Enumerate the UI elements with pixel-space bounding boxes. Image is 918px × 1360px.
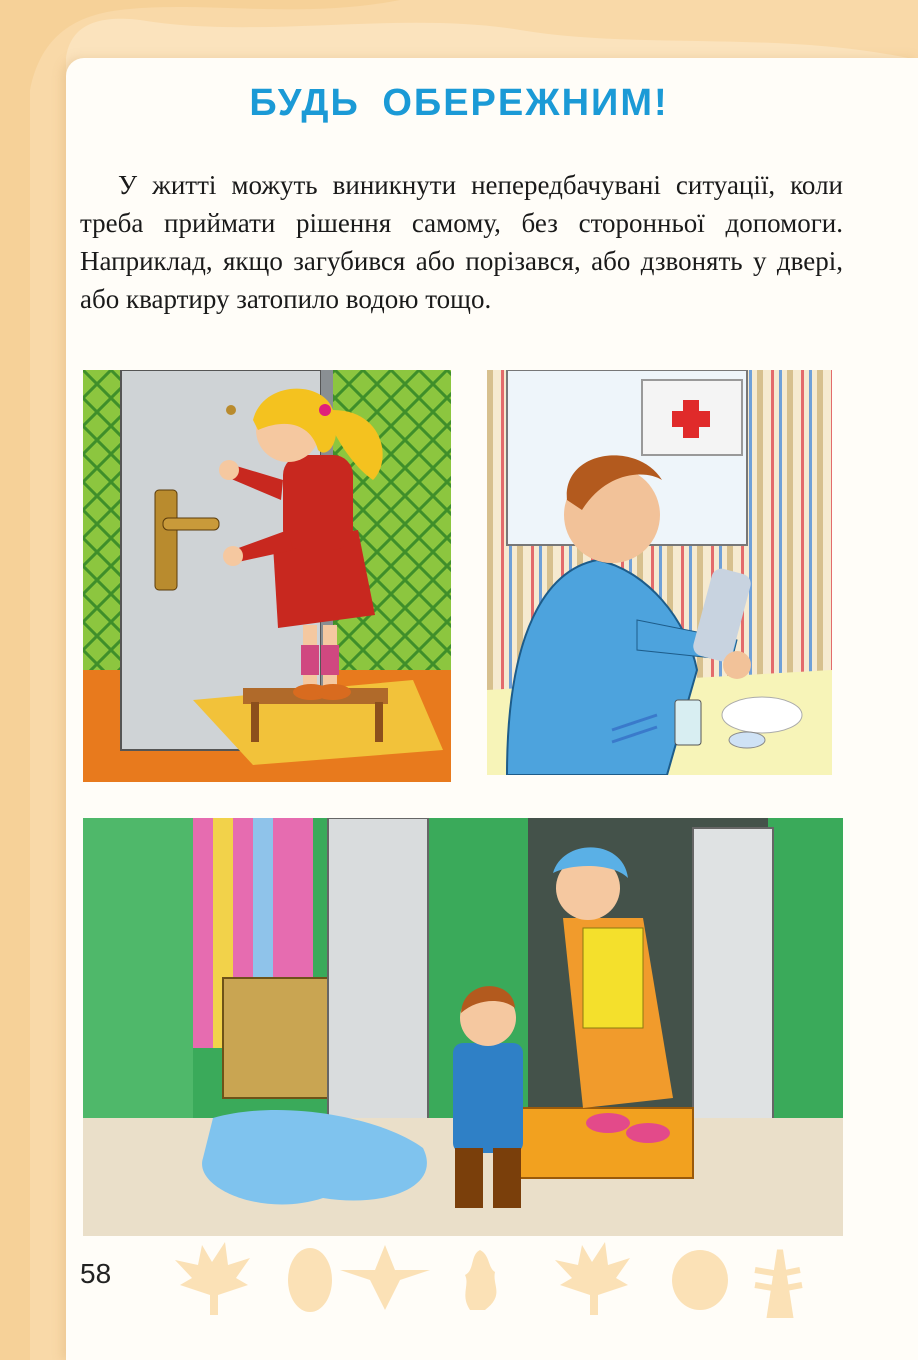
- chestnut-leaf-icon: [340, 1245, 430, 1310]
- round-leaf-icon: [672, 1250, 728, 1310]
- page-number: 58: [80, 1258, 112, 1289]
- illustration-boy-bandaging: [487, 370, 832, 775]
- page-title: БУДЬ ОБЕРЕЖНИМ!: [249, 82, 669, 124]
- fern-leaf-icon: [755, 1250, 802, 1315]
- illustration-flooded-apartment: [83, 818, 843, 1236]
- intro-paragraph: У житті можуть виникнути непередбачувані ситуації, коли треба приймати рішення самому, без сторонньої допомоги. Наприклад, якщо загубився або порізався, або дзвонять у двері, або квартиру затопило водою тощо.: [80, 170, 843, 314]
- oak-leaf-icon: [465, 1250, 496, 1310]
- maple-leaf-icon: [175, 1242, 250, 1315]
- oval-leaf-icon: [288, 1248, 332, 1312]
- illustration-girl-at-door: [83, 370, 451, 782]
- leaves-decoration: [170, 1240, 850, 1320]
- maple-leaf-icon: [555, 1242, 630, 1315]
